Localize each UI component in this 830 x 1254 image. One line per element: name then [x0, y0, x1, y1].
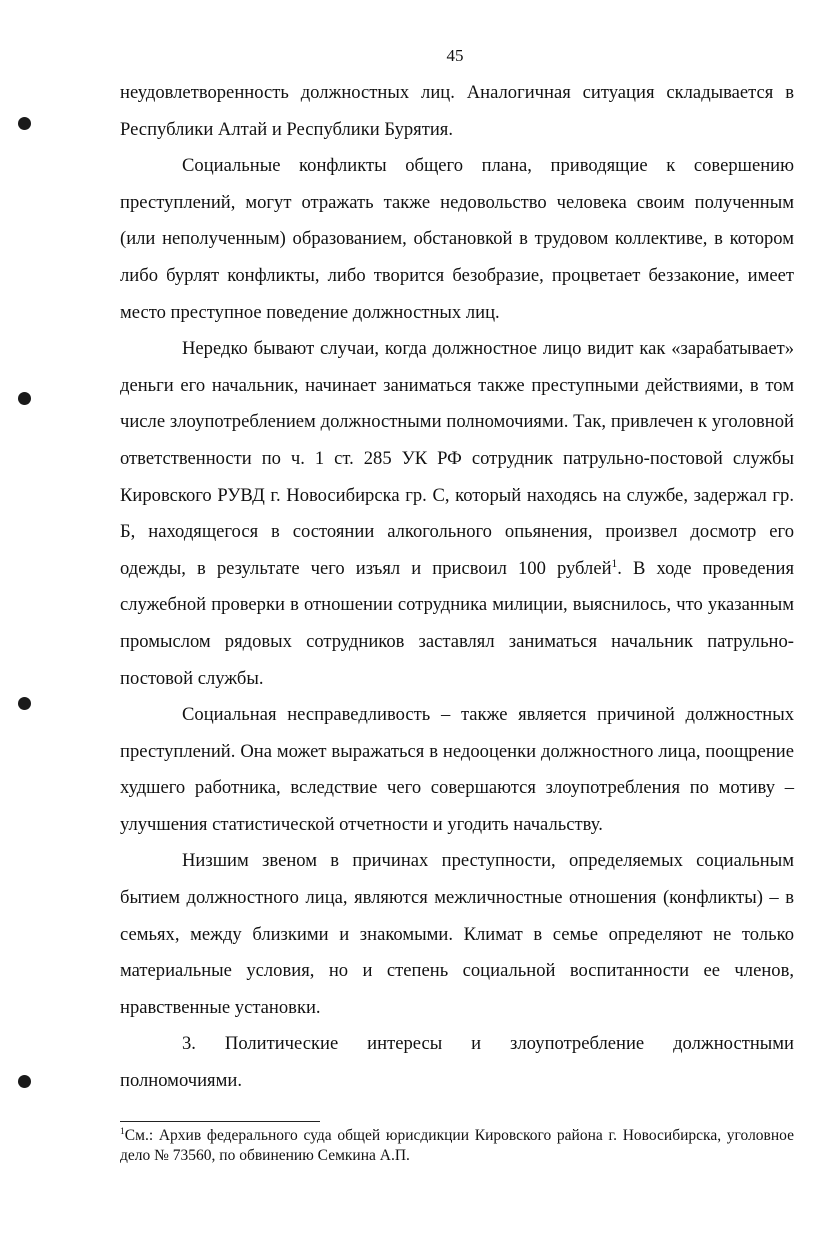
binder-hole-mark [18, 117, 31, 130]
footnote-reference: 1 [611, 557, 618, 570]
footnote-separator [120, 1121, 320, 1122]
binder-hole-mark [18, 697, 31, 710]
paragraph-3-continuation: . В ходе проведения служебной проверки в отношении сотрудника милиции, выяснилось, что указанным промыслом рядовых сотрудников заставлял заниматься начальник патрульно-постовой службы. [120, 557, 794, 689]
binder-hole-mark [18, 392, 31, 405]
footnote-marker: 1 [120, 1125, 125, 1137]
paragraph-4: Социальная несправедливость – также является причиной должностных преступлений. Она может выражаться в недооценки должностного лица, поощрение худшего работника, вследствие чего совершаются злоупотребления по мотиву – улучшения статистической отчетности и угодить начальству. [120, 704, 794, 835]
paragraph-3-text: Нередко бывают случаи, когда должностное лицо видит как «зарабатывает» деньги его начальник, начинает заниматься также преступными действиями, в том числе злоупотреблением должностными полномочиями. Так, привлечен к уголовной ответственности по ч. 1 ст. 285 УК РФ сотрудник патрульно-постовой службы Кировского РУВД г. Новосибирска гр. С, который находясь на службе, задержал гр. Б, находящегося в состоянии алкогольного опьянения, произвел досмотр его одежды, в результате чего изъял и присвоил 100 рублей [120, 338, 794, 579]
footnote-text: См.: Архив федерального суда общей юрисдикции Кировского района г. Новосибирска, уголовное дело № 73560, по обвинению Семкина А.П. [120, 1127, 794, 1164]
paragraph-1: неудовлетворенность должностных лиц. Аналогичная ситуация складывается в Республики Алтай и Республики Бурятия. [120, 82, 794, 140]
binder-hole-mark [18, 1075, 31, 1088]
paragraph-5: Низшим звеном в причинах преступности, определяемых социальным бытием должностного лица, являются межличностные отношения (конфликты) – в семьях, между близкими и знакомыми. Климат в семье определяют не только материальные условия, но и степень социальной воспитанности ее членов, нравственные установки. [120, 850, 794, 1018]
list-item-3: 3. Политические интересы и злоупотребление должностными полномочиями. [120, 1033, 794, 1092]
paragraph-3 [120, 331, 794, 697]
body-text [120, 75, 794, 1100]
footnote [120, 1126, 794, 1166]
paragraph-2: Социальные конфликты общего плана, приводящие к совершению преступлений, могут отражать также недовольство человека своим полученным (или неполученным) образованием, обстановкой в трудовом коллективе, в котором либо бурлят конфликты, либо творится безобразие, процветает беззаконие, имеет место преступное поведение должностных лиц. [120, 155, 794, 323]
page-number: 45 [446, 46, 464, 65]
